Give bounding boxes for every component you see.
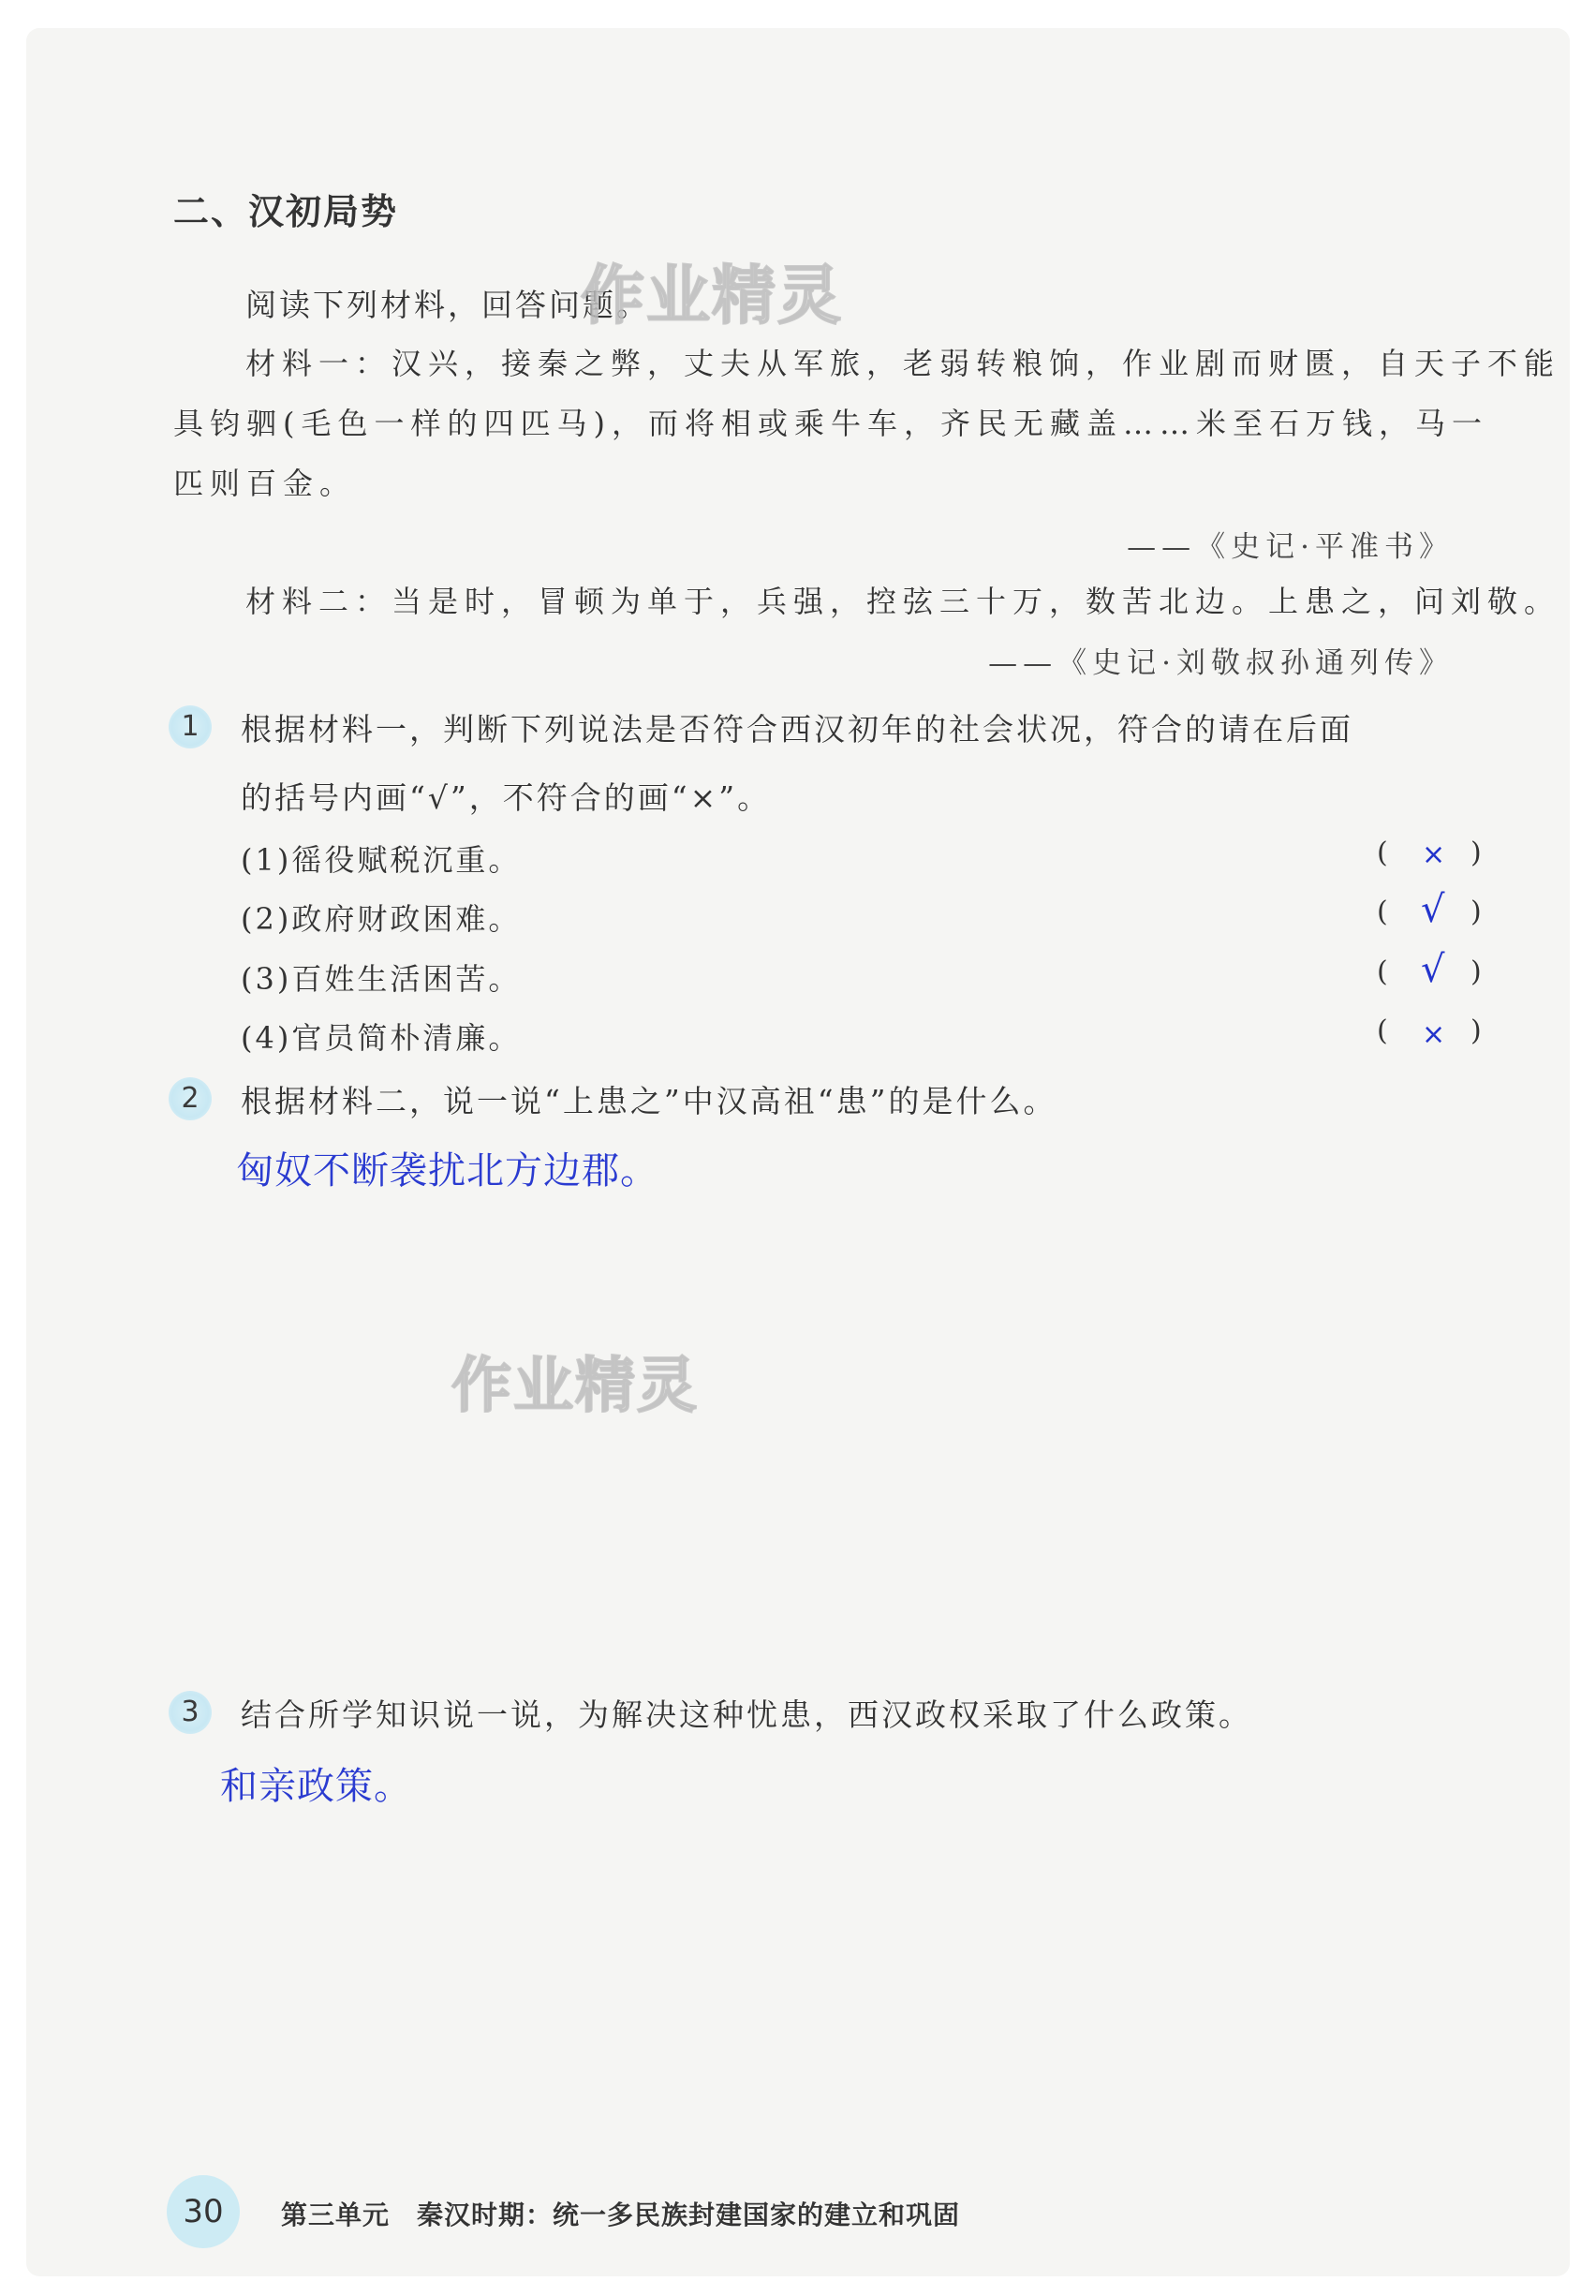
material1-source: ——《史记·平准书》 xyxy=(1127,530,1454,564)
q1-item-4-answer: × xyxy=(1422,1018,1446,1051)
question-2-answer: 匈奴不断袭扰北方边郡。 xyxy=(236,1149,658,1192)
q1-item-1: (1)徭役赋税沉重。 xyxy=(241,842,522,878)
watermark-top: 作业精灵 xyxy=(581,259,844,333)
question-3-answer: 和亲政策。 xyxy=(220,1765,412,1808)
question-3-text: 结合所学知识说一说，为解决这种忧患，西汉政权采取了什么政策。 xyxy=(241,1696,1252,1733)
q1-item-4: (4)官员简朴清廉。 xyxy=(241,1020,522,1056)
q1-item-4-open-paren: ( xyxy=(1377,1015,1388,1047)
material1-line1: 材料一：汉兴，接秦之弊，丈夫从军旅，老弱转粮饷，作业剧而财匮，自天子不能 xyxy=(245,346,1561,381)
q1-item-2: (2)政府财政困难。 xyxy=(241,901,522,937)
footer-unit-title: 第三单元 秦汉时期：统一多民族封建国家的建立和巩固 xyxy=(281,2200,961,2230)
question-2-number: 2 xyxy=(169,1077,212,1120)
material1-line3: 匹则百金。 xyxy=(173,466,357,501)
watermark-middle: 作业精灵 xyxy=(451,1352,699,1421)
q1-item-2-open-paren: ( xyxy=(1377,896,1388,928)
intro-text: 阅读下列材料，回答问题。 xyxy=(245,287,650,323)
question-1-line2: 的括号内画“√”，不符合的画“×”。 xyxy=(241,779,772,816)
q1-item-3-answer: √ xyxy=(1421,948,1445,991)
q1-item-3-open-paren: ( xyxy=(1377,955,1388,988)
material2-source: ——《史记·刘敬叔孙通列传》 xyxy=(988,646,1454,680)
question-1-line1: 根据材料一，判断下列说法是否符合西汉初年的社会状况，符合的请在后面 xyxy=(241,711,1353,748)
question-1-number: 1 xyxy=(169,705,212,748)
q1-item-2-answer: √ xyxy=(1421,888,1445,931)
question-3-number: 3 xyxy=(169,1691,212,1734)
q1-item-1-close-paren: ) xyxy=(1470,837,1482,869)
material2-text: 材料二：当是时，冒顿为单于，兵强，控弦三十万，数苦北边。上患之，问刘敬。 xyxy=(245,584,1561,619)
q1-item-3-close-paren: ) xyxy=(1470,955,1482,988)
q1-item-1-answer: × xyxy=(1422,838,1446,871)
q1-item-2-close-paren: ) xyxy=(1470,896,1482,928)
question-2-text: 根据材料二，说一说“上患之”中汉高祖“患”的是什么。 xyxy=(241,1083,1057,1119)
q1-item-3: (3)百姓生活困苦。 xyxy=(241,961,522,997)
q1-item-1-open-paren: ( xyxy=(1377,837,1388,869)
q1-item-4-close-paren: ) xyxy=(1470,1015,1482,1047)
section-title: 二、汉初局势 xyxy=(173,191,399,232)
material1-line2: 具钧驷(毛色一样的四匹马)，而将相或乘牛车，齐民无藏盖……米至石万钱，马一 xyxy=(173,406,1488,441)
page-number-badge: 30 xyxy=(167,2175,240,2248)
